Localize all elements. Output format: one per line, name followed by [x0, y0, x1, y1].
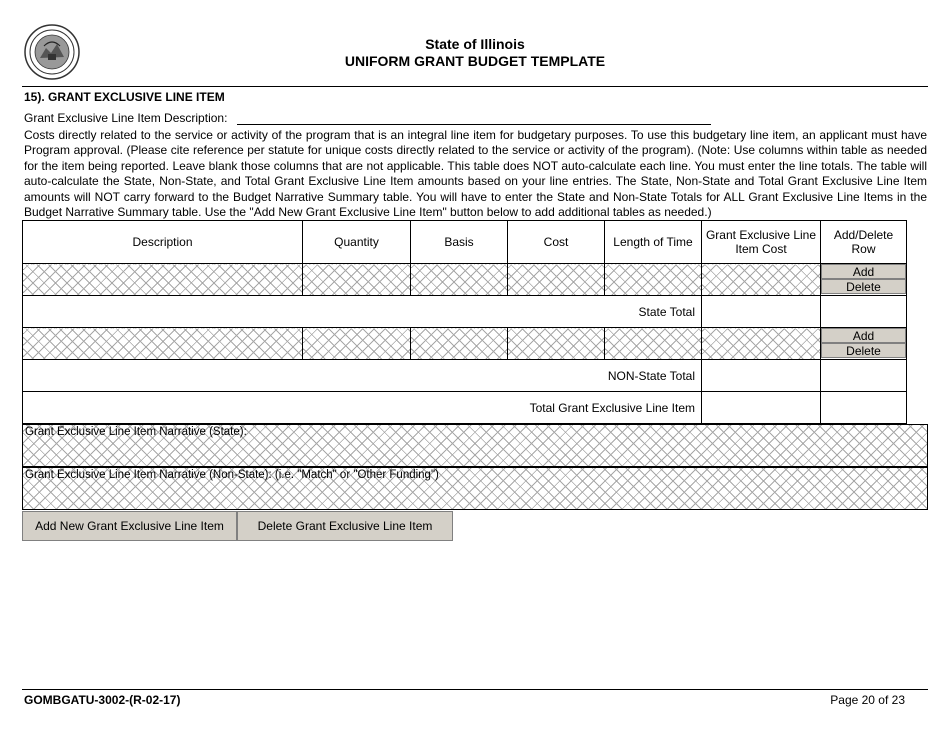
non-state-narrative-field[interactable]: [22, 467, 928, 510]
non-state-quantity-input[interactable]: [303, 328, 411, 360]
document-header: [0, 36, 950, 70]
non-state-total-value: [702, 360, 821, 392]
state-length-input[interactable]: [605, 264, 702, 296]
state-line-row: [23, 264, 929, 296]
non-state-row-buttons: [821, 328, 907, 360]
header-quantity: Quantity: [303, 221, 411, 264]
page-number: Page 20 of 23: [830, 693, 905, 707]
template-title: UNIFORM GRANT BUDGET TEMPLATE: [344, 53, 606, 69]
table-spacer: [907, 392, 929, 424]
non-state-cost-input[interactable]: [508, 328, 605, 360]
table-spacer: [907, 296, 929, 328]
grand-total-blank: [821, 392, 907, 424]
state-total-label: State Total: [23, 296, 702, 328]
delete-non-state-row-button[interactable]: Delete: [821, 343, 906, 358]
state-total-value: [702, 296, 821, 328]
grand-total-label: Total Grant Exclusive Line Item: [23, 392, 702, 424]
non-state-basis-input[interactable]: [411, 328, 508, 360]
state-narrative-field[interactable]: [22, 424, 928, 467]
footer-divider: [22, 689, 928, 690]
state-quantity-input[interactable]: [303, 264, 411, 296]
add-non-state-row-button[interactable]: Add: [821, 328, 906, 343]
form-id: GOMBGATU-3002-(R-02-17): [24, 693, 181, 707]
section-title: 15). GRANT EXCLUSIVE LINE ITEM: [24, 90, 225, 104]
delete-state-row-button[interactable]: Delete: [821, 279, 906, 294]
table-spacer: [907, 328, 929, 360]
state-narrative-label: Grant Exclusive Line Item Narrative (State):: [25, 426, 247, 438]
header-description: Description: [23, 221, 303, 264]
table-spacer: [907, 264, 929, 296]
action-buttons: [22, 511, 453, 541]
non-state-total-label: NON-State Total: [23, 360, 702, 392]
description-field[interactable]: [237, 124, 711, 125]
delete-line-item-button[interactable]: Delete Grant Exclusive Line Item: [237, 511, 453, 541]
header-cost: Cost: [508, 221, 605, 264]
state-total-blank: [821, 296, 907, 328]
non-state-length-input[interactable]: [605, 328, 702, 360]
non-state-total-blank: [821, 360, 907, 392]
state-cost-input[interactable]: [508, 264, 605, 296]
header-add-delete-row: Add/Delete Row: [821, 221, 907, 264]
add-new-line-item-button[interactable]: Add New Grant Exclusive Line Item: [22, 511, 237, 541]
add-state-row-button[interactable]: Add: [821, 264, 906, 279]
non-state-description-input[interactable]: [23, 328, 303, 360]
line-item-table: [22, 220, 929, 424]
non-state-line-row: [23, 328, 929, 360]
state-basis-input[interactable]: [411, 264, 508, 296]
table-spacer: [907, 221, 929, 264]
grand-total-value: [702, 392, 821, 424]
table-spacer: [907, 360, 929, 392]
state-line-cost-input[interactable]: [702, 264, 821, 296]
state-row-buttons: [821, 264, 907, 296]
header-length-of-time: Length of Time: [605, 221, 702, 264]
non-state-narrative-label: Grant Exclusive Line Item Narrative (Non-State): (i.e. "Match" or "Other Funding"): [25, 469, 439, 481]
state-description-input[interactable]: [23, 264, 303, 296]
state-name: State of Illinois: [425, 36, 525, 52]
header-line-item-cost: Grant Exclusive Line Item Cost: [702, 221, 821, 264]
description-label: Grant Exclusive Line Item Description:: [24, 111, 228, 125]
header-basis: Basis: [411, 221, 508, 264]
non-state-line-cost-input[interactable]: [702, 328, 821, 360]
header-divider: [22, 86, 928, 87]
instructions-paragraph: Costs directly related to the service or activity of the program that is an integral line item for budgetary purposes. To use this budgetary line item, an applicant must have Program approval. (Please cite reference per statute for unique costs directly related to the service or activity of the program). (Note: Use columns within table as needed for the item being reported. Leave blank those columns that are not applicable. This table does NOT auto-calculate each line. You must enter the line totals. The table will auto-calculate the State, Non-State, and Total Grant Exclusive Line Item amounts based on your line entries. The State, Non-State and Total Grant Exclusive Line Item amounts will NOT carry forward to the Budget Narrative Summary table. You will have to enter the State and Non-State Totals for ALL Grant Exclusive Line Items in the Budget Narrative Summary table. Use the "Add New Grant Exclusive Line Item" button below to add additional tables as needed.): [24, 128, 927, 220]
